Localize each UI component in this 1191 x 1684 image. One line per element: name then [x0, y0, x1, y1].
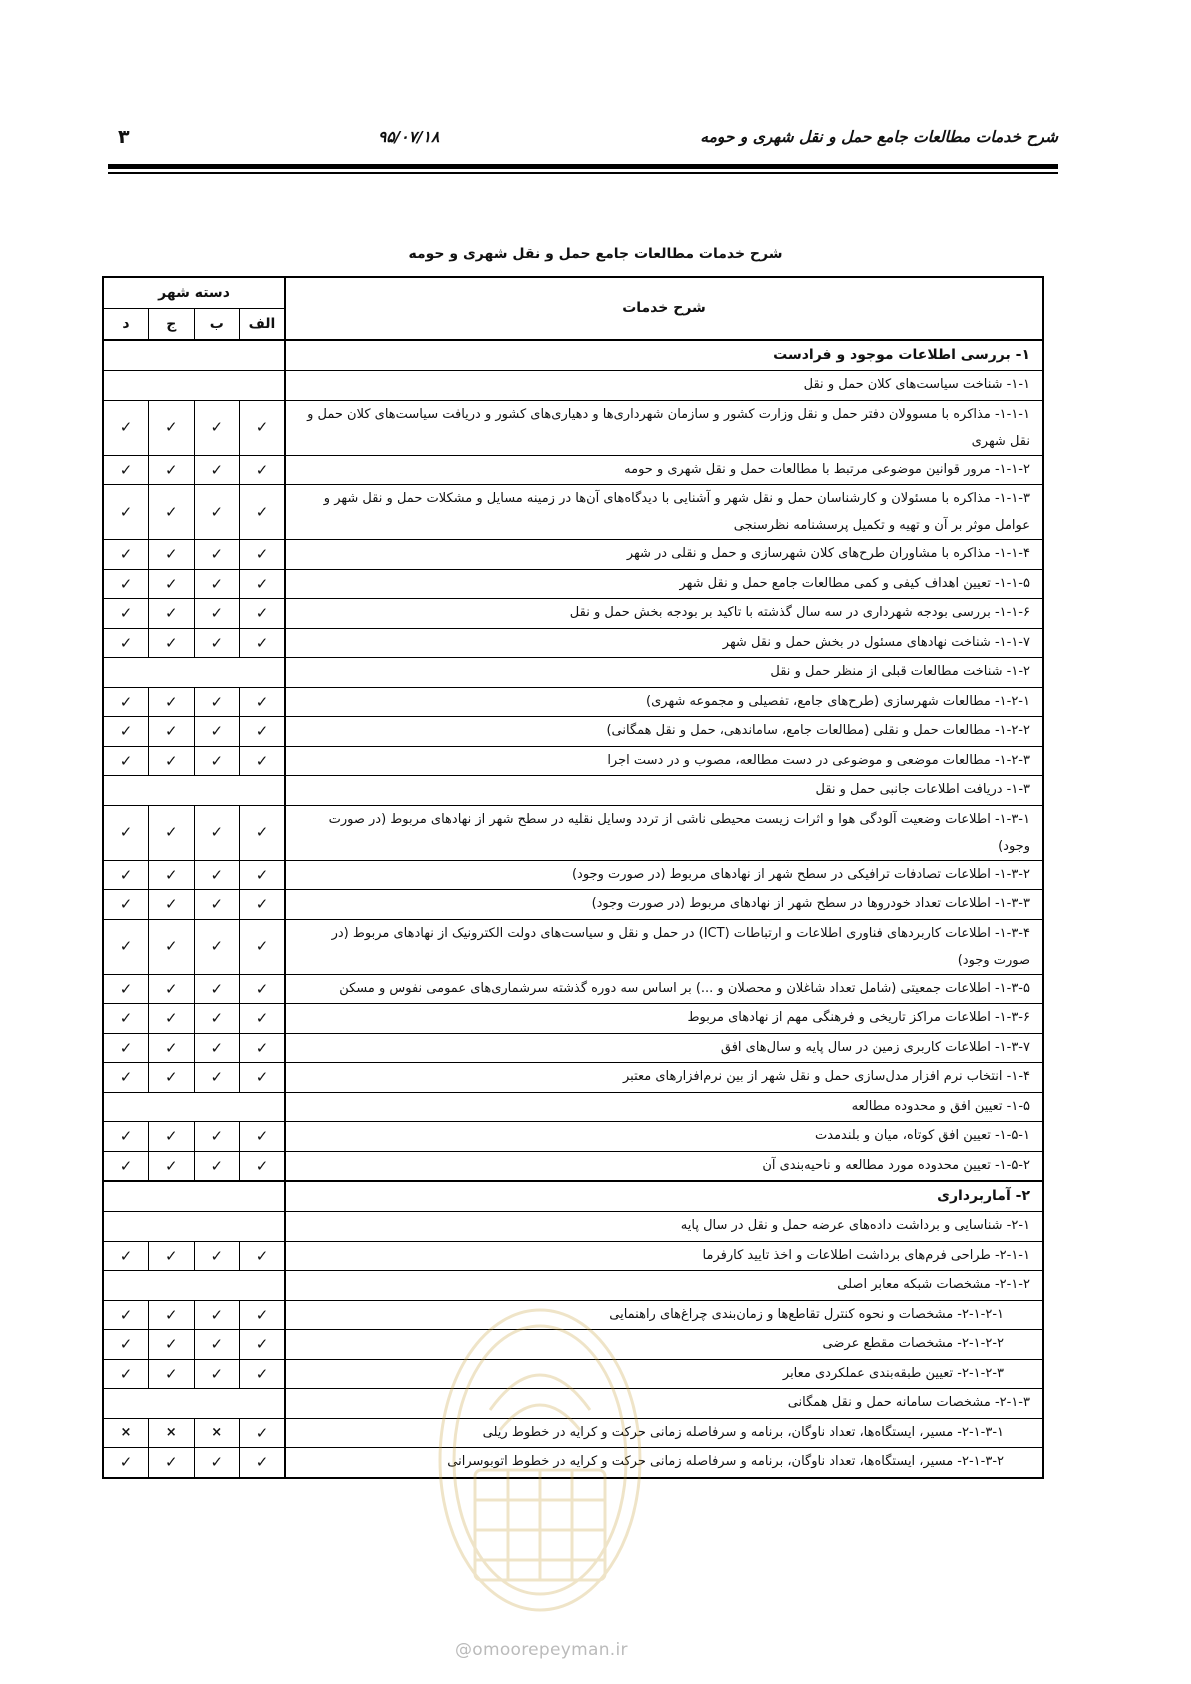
- service-description: ۱-۱-۵- تعیین اهداف کیفی و کمی مطالعات جامع حمل و نقل شهر: [285, 569, 1043, 599]
- check-mark-icon-dal: ✓: [103, 1151, 149, 1181]
- group-row: [103, 1271, 1043, 1301]
- header-rule-thick: [108, 164, 1058, 169]
- service-description: ۱-۳-۵- اطلاعات جمعیتی (شامل تعداد شاغلان و محصلان و ...) بر اساس سه دوره گذشته سرشماری‌های عمومی نفوس و مسکن: [285, 974, 1043, 1004]
- check-mark-icon-be: ✓: [194, 1122, 240, 1152]
- check-mark-icon-alef: ✓: [240, 1300, 286, 1330]
- service-description: ۲-۱-۲-۱- مشخصات و نحوه کنترل تقاطع‌ها و زمان‌بندی چراغ‌های راهنمایی: [285, 1300, 1043, 1330]
- item-row: [103, 1448, 1043, 1478]
- header-title: شرح خدمات مطالعات جامع حمل و نقل شهری و حومه: [700, 128, 1058, 146]
- services-table: [102, 276, 1044, 1479]
- service-description: ۱-۳- دریافت اطلاعات جانبی حمل و نقل: [285, 776, 1043, 806]
- check-mark-icon-alef: ✓: [240, 569, 286, 599]
- service-description: ۱-۳-۲- اطلاعات تصادفات ترافیکی در سطح شهر از نهادهای مربوط (در صورت وجود): [285, 860, 1043, 890]
- check-mark-icon-dal: ✓: [103, 1004, 149, 1034]
- item-row: [103, 400, 1043, 455]
- check-mark-icon-jim: ✓: [149, 400, 195, 455]
- check-mark-icon-be: ✓: [194, 919, 240, 974]
- check-mark-icon-jim: ✓: [149, 717, 195, 747]
- check-mark-icon-jim: ✓: [149, 1063, 195, 1093]
- check-mark-icon-be: ✓: [194, 746, 240, 776]
- check-mark-icon-alef: ✓: [240, 599, 286, 629]
- empty-category-cell: [103, 1092, 285, 1122]
- item-row: [103, 569, 1043, 599]
- check-mark-icon-jim: ✓: [149, 1033, 195, 1063]
- check-mark-icon-be: ✓: [194, 455, 240, 485]
- empty-category-cell: [103, 1271, 285, 1301]
- check-mark-icon-dal: ✓: [103, 485, 149, 540]
- check-mark-icon-dal: ✓: [103, 569, 149, 599]
- check-mark-icon-be: ✓: [194, 1033, 240, 1063]
- service-description: ۱-۲-۲- مطالعات حمل و نقلی (مطالعات جامع، ساماندهی، حمل و نقل همگانی): [285, 717, 1043, 747]
- check-mark-icon-dal: ✓: [103, 805, 149, 860]
- check-mark-icon-jim: ✓: [149, 1241, 195, 1271]
- item-row: [103, 1063, 1043, 1093]
- check-mark-icon-dal: ✓: [103, 860, 149, 890]
- item-row: [103, 860, 1043, 890]
- check-mark-icon-be: ✓: [194, 400, 240, 455]
- check-mark-icon-alef: ✓: [240, 805, 286, 860]
- check-mark-icon-alef: ✓: [240, 1004, 286, 1034]
- item-row: [103, 746, 1043, 776]
- cross-mark-icon-be: ×: [194, 1418, 240, 1448]
- check-mark-icon-be: ✓: [194, 687, 240, 717]
- check-mark-icon-jim: ✓: [149, 455, 195, 485]
- check-mark-icon-alef: ✓: [240, 455, 286, 485]
- check-mark-icon-alef: ✓: [240, 540, 286, 570]
- item-row: [103, 455, 1043, 485]
- item-row: [103, 540, 1043, 570]
- check-mark-icon-dal: ✓: [103, 1241, 149, 1271]
- check-mark-icon-jim: ✓: [149, 569, 195, 599]
- check-mark-icon-dal: ✓: [103, 1033, 149, 1063]
- check-mark-icon-be: ✓: [194, 1151, 240, 1181]
- check-mark-icon-be: ✓: [194, 805, 240, 860]
- header-rule-thin: [108, 172, 1058, 174]
- check-mark-icon-dal: ✓: [103, 687, 149, 717]
- item-row: [103, 1330, 1043, 1360]
- check-mark-icon-be: ✓: [194, 1330, 240, 1360]
- empty-category-cell: [103, 1212, 285, 1242]
- service-description: ۲-۱- شناسایی و برداشت داده‌های عرضه حمل و نقل در سال پایه: [285, 1212, 1043, 1242]
- empty-category-cell: [103, 340, 285, 371]
- column-header-alef: الف: [240, 309, 286, 341]
- service-description: ۱-۳-۳- اطلاعات تعداد خودروها در سطح شهر از نهادهای مربوط (در صورت وجود): [285, 890, 1043, 920]
- service-description: ۲-۱-۳-۲- مسیر، ایستگاه‌ها، تعداد ناوگان، برنامه و سرفاصله زمانی حرکت و کرایه در خطوط اتوبوسرانی: [285, 1448, 1043, 1478]
- check-mark-icon-alef: ✓: [240, 1033, 286, 1063]
- check-mark-icon-alef: ✓: [240, 400, 286, 455]
- check-mark-icon-alef: ✓: [240, 974, 286, 1004]
- column-header-description: شرح خدمات: [285, 277, 1043, 340]
- check-mark-icon-alef: ✓: [240, 746, 286, 776]
- check-mark-icon-dal: ✓: [103, 1448, 149, 1478]
- service-description: ۲-۱-۲-۲- مشخصات مقطع عرضی: [285, 1330, 1043, 1360]
- service-description: ۱-۳-۶- اطلاعات مراکز تاریخی و فرهنگی مهم از نهادهای مربوط: [285, 1004, 1043, 1034]
- check-mark-icon-be: ✓: [194, 860, 240, 890]
- section-title: ۱- بررسی اطلاعات موجود و فرادست: [285, 340, 1043, 371]
- page-number: ۳: [118, 126, 130, 148]
- check-mark-icon-jim: ✓: [149, 805, 195, 860]
- section-title: ۲- آماربرداری: [285, 1181, 1043, 1212]
- check-mark-icon-be: ✓: [194, 1004, 240, 1034]
- check-mark-icon-jim: ✓: [149, 1359, 195, 1389]
- service-description: ۱-۲-۳- مطالعات موضعی و موضوعی در دست مطالعه، مصوب و در دست اجرا: [285, 746, 1043, 776]
- service-description: ۲-۱-۳- مشخصات سامانه حمل و نقل همگانی: [285, 1389, 1043, 1419]
- check-mark-icon-alef: ✓: [240, 1063, 286, 1093]
- check-mark-icon-alef: ✓: [240, 1122, 286, 1152]
- column-header-city-category: دسته شهر: [103, 277, 285, 309]
- group-row: [103, 1092, 1043, 1122]
- check-mark-icon-dal: ✓: [103, 455, 149, 485]
- check-mark-icon-jim: ✓: [149, 1122, 195, 1152]
- service-description: ۲-۱-۲-۳- تعیین طبقه‌بندی عملکردی معابر: [285, 1359, 1043, 1389]
- service-description: ۱-۱- شناخت سیاست‌های کلان حمل و نقل: [285, 371, 1043, 401]
- service-description: ۱-۲-۱- مطالعات شهرسازی (طرح‌های جامع، تفصیلی و مجموعه شهری): [285, 687, 1043, 717]
- check-mark-icon-jim: ✓: [149, 860, 195, 890]
- item-row: [103, 1300, 1043, 1330]
- check-mark-icon-alef: ✓: [240, 890, 286, 920]
- check-mark-icon-jim: ✓: [149, 1330, 195, 1360]
- check-mark-icon-jim: ✓: [149, 687, 195, 717]
- check-mark-icon-be: ✓: [194, 974, 240, 1004]
- check-mark-icon-jim: ✓: [149, 974, 195, 1004]
- item-row: [103, 1004, 1043, 1034]
- empty-category-cell: [103, 1389, 285, 1419]
- check-mark-icon-dal: ✓: [103, 746, 149, 776]
- check-mark-icon-be: ✓: [194, 1448, 240, 1478]
- check-mark-icon-be: ✓: [194, 890, 240, 920]
- check-mark-icon-jim: ✓: [149, 919, 195, 974]
- check-mark-icon-jim: ✓: [149, 890, 195, 920]
- check-mark-icon-dal: ✓: [103, 1122, 149, 1152]
- check-mark-icon-be: ✓: [194, 1241, 240, 1271]
- service-description: ۱-۱-۱- مذاکره با مسوولان دفتر حمل و نقل وزارت کشور و سازمان شهرداری‌ها و دهیاری‌های کشور و دریافت سیاست‌های کلان حمل و نقل شهری: [285, 400, 1043, 455]
- check-mark-icon-dal: ✓: [103, 540, 149, 570]
- service-description: ۱-۱-۴- مذاکره با مشاوران طرح‌های کلان شهرسازی و حمل و نقلی در شهر: [285, 540, 1043, 570]
- check-mark-icon-dal: ✓: [103, 400, 149, 455]
- check-mark-icon-jim: ✓: [149, 1004, 195, 1034]
- check-mark-icon-dal: ✓: [103, 1330, 149, 1360]
- check-mark-icon-be: ✓: [194, 485, 240, 540]
- item-row: [103, 717, 1043, 747]
- check-mark-icon-be: ✓: [194, 717, 240, 747]
- table-body: [103, 340, 1043, 1478]
- group-row: [103, 1389, 1043, 1419]
- item-row: [103, 805, 1043, 860]
- header-date: ۹۵/۰۷/۱۸: [378, 128, 440, 146]
- item-row: [103, 1122, 1043, 1152]
- table-caption: شرح خدمات مطالعات جامع حمل و نقل شهری و حومه: [408, 246, 783, 262]
- item-row: [103, 1359, 1043, 1389]
- check-mark-icon-dal: ✓: [103, 717, 149, 747]
- group-row: [103, 658, 1043, 688]
- empty-category-cell: [103, 371, 285, 401]
- check-mark-icon-dal: ✓: [103, 628, 149, 658]
- empty-category-cell: [103, 1181, 285, 1212]
- check-mark-icon-alef: ✓: [240, 1359, 286, 1389]
- check-mark-icon-dal: ✓: [103, 1359, 149, 1389]
- page-header: [108, 128, 1058, 158]
- item-row: [103, 1418, 1043, 1448]
- item-row: [103, 599, 1043, 629]
- service-description: ۲-۱-۳-۱- مسیر، ایستگاه‌ها، تعداد ناوگان، برنامه و سرفاصله زمانی حرکت و کرایه در خطوط ریلی: [285, 1418, 1043, 1448]
- service-description: ۱-۱-۶- بررسی بودجه شهرداری در سه سال گذشته با تاکید بر بودجه بخش حمل و نقل: [285, 599, 1043, 629]
- check-mark-icon-jim: ✓: [149, 599, 195, 629]
- service-description: ۱-۲- شناخت مطالعات قبلی از منظر حمل و نقل: [285, 658, 1043, 688]
- check-mark-icon-jim: ✓: [149, 1300, 195, 1330]
- check-mark-icon-alef: ✓: [240, 717, 286, 747]
- check-mark-icon-jim: ✓: [149, 485, 195, 540]
- check-mark-icon-be: ✓: [194, 1300, 240, 1330]
- cross-mark-icon-dal: ×: [103, 1418, 149, 1448]
- check-mark-icon-alef: ✓: [240, 485, 286, 540]
- column-header-dal: د: [103, 309, 149, 341]
- item-row: [103, 1151, 1043, 1181]
- check-mark-icon-dal: ✓: [103, 599, 149, 629]
- check-mark-icon-dal: ✓: [103, 890, 149, 920]
- check-mark-icon-alef: ✓: [240, 1448, 286, 1478]
- check-mark-icon-jim: ✓: [149, 540, 195, 570]
- check-mark-icon-alef: ✓: [240, 687, 286, 717]
- service-description: ۱-۳-۷- اطلاعات کاربری زمین در سال پایه و سال‌های افق: [285, 1033, 1043, 1063]
- column-header-be: ب: [194, 309, 240, 341]
- check-mark-icon-dal: ✓: [103, 919, 149, 974]
- service-description: ۱-۱-۲- مرور قوانین موضوعی مرتبط با مطالعات حمل و نقل شهری و حومه: [285, 455, 1043, 485]
- check-mark-icon-alef: ✓: [240, 1151, 286, 1181]
- service-description: ۱-۱-۷- شناخت نهادهای مسئول در بخش حمل و نقل شهر: [285, 628, 1043, 658]
- group-row: [103, 371, 1043, 401]
- service-description: ۱-۵-۱- تعیین افق کوتاه، میان و بلندمدت: [285, 1122, 1043, 1152]
- service-description: ۱-۴- انتخاب نرم افزار مدل‌سازی حمل و نقل شهر از بین نرم‌افزارهای معتبر: [285, 1063, 1043, 1093]
- check-mark-icon-jim: ✓: [149, 1448, 195, 1478]
- service-description: ۱-۵-۲- تعیین محدوده مورد مطالعه و ناحیه‌بندی آن: [285, 1151, 1043, 1181]
- empty-category-cell: [103, 658, 285, 688]
- check-mark-icon-alef: ✓: [240, 1418, 286, 1448]
- section-row: [103, 340, 1043, 371]
- check-mark-icon-be: ✓: [194, 599, 240, 629]
- item-row: [103, 974, 1043, 1004]
- check-mark-icon-dal: ✓: [103, 974, 149, 1004]
- column-header-jim: ج: [149, 309, 195, 341]
- item-row: [103, 687, 1043, 717]
- check-mark-icon-be: ✓: [194, 628, 240, 658]
- item-row: [103, 628, 1043, 658]
- check-mark-icon-jim: ✓: [149, 746, 195, 776]
- check-mark-icon-alef: ✓: [240, 919, 286, 974]
- item-row: [103, 1033, 1043, 1063]
- check-mark-icon-dal: ✓: [103, 1300, 149, 1330]
- group-row: [103, 1212, 1043, 1242]
- service-description: ۲-۱-۱- طراحی فرم‌های برداشت اطلاعات و اخذ تایید کارفرما: [285, 1241, 1043, 1271]
- service-description: ۱-۳-۱- اطلاعات وضعیت آلودگی هوا و اثرات زیست محیطی ناشی از تردد وسایل نقلیه در سطح شهر از نهادهای مربوط (در صورت وجود): [285, 805, 1043, 860]
- check-mark-icon-be: ✓: [194, 540, 240, 570]
- check-mark-icon-alef: ✓: [240, 628, 286, 658]
- check-mark-icon-alef: ✓: [240, 1241, 286, 1271]
- item-row: [103, 485, 1043, 540]
- check-mark-icon-dal: ✓: [103, 1063, 149, 1093]
- check-mark-icon-be: ✓: [194, 1359, 240, 1389]
- item-row: [103, 890, 1043, 920]
- item-row: [103, 919, 1043, 974]
- service-description: ۱-۱-۳- مذاکره با مسئولان و کارشناسان حمل و نقل شهر و آشنایی با دیدگاه‌های آن‌ها در زمینه مسایل و مشکلات حمل و نقل شهر و عوامل موثر بر آن و تهیه و تکمیل پرسشنامه نظرسنجی: [285, 485, 1043, 540]
- service-description: ۲-۱-۲- مشخصات شبکه معابر اصلی: [285, 1271, 1043, 1301]
- item-row: [103, 1241, 1043, 1271]
- check-mark-icon-be: ✓: [194, 1063, 240, 1093]
- cross-mark-icon-jim: ×: [149, 1418, 195, 1448]
- empty-category-cell: [103, 776, 285, 806]
- check-mark-icon-jim: ✓: [149, 1151, 195, 1181]
- service-description: ۱-۳-۴- اطلاعات کاربردهای فناوری اطلاعات و ارتباطات (ICT) در حمل و نقل و سیاست‌های دولت الکترونیک از نهادهای مربوط (در صورت وجود): [285, 919, 1043, 974]
- check-mark-icon-be: ✓: [194, 569, 240, 599]
- group-row: [103, 776, 1043, 806]
- check-mark-icon-alef: ✓: [240, 1330, 286, 1360]
- section-row: [103, 1181, 1043, 1212]
- check-mark-icon-jim: ✓: [149, 628, 195, 658]
- check-mark-icon-alef: ✓: [240, 860, 286, 890]
- service-description: ۱-۵- تعیین افق و محدوده مطالعه: [285, 1092, 1043, 1122]
- watermark-text: @omoorepeyman.ir: [455, 1640, 628, 1660]
